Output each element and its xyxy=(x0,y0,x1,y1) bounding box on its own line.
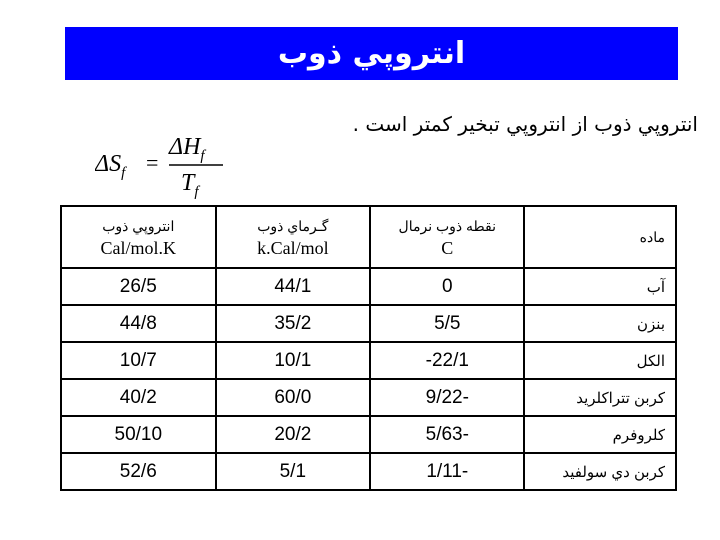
header-heat-fa: گـرماي ذوب xyxy=(257,218,329,234)
table-row xyxy=(61,268,676,305)
table-header-row xyxy=(61,206,676,268)
header-material xyxy=(524,206,676,268)
cell-point: 9/22- xyxy=(370,379,524,416)
cell-point: 5/5 xyxy=(370,305,524,342)
cell-entropy: 50/10 xyxy=(61,416,216,453)
cell-heat: 10/1 xyxy=(216,342,371,379)
formula-lhs: ΔS xyxy=(95,151,122,177)
cell-material: بنزن xyxy=(524,305,676,342)
entropy-formula xyxy=(95,130,235,200)
svg-text:ΔSf xyxy=(95,151,127,181)
header-entropy-fa: انتروپي ذوب xyxy=(102,218,175,234)
cell-heat: 44/1 xyxy=(216,268,371,305)
cell-point: 0 xyxy=(370,268,524,305)
statement-text: انتروپي ذوب از انتروپي تبخير كمتر است . xyxy=(352,112,698,136)
formula-numerator: ΔH xyxy=(169,134,201,160)
cell-material: الكل xyxy=(524,342,676,379)
cell-entropy: 44/8 xyxy=(61,305,216,342)
svg-text:ΔHf xyxy=(168,134,206,164)
header-material-fa: ماده xyxy=(639,229,665,245)
cell-heat: 35/2 xyxy=(216,305,371,342)
header-point-fa: نقطه ذوب نرمال xyxy=(398,218,497,234)
header-entropy-unit: Cal/mol.K xyxy=(100,238,177,258)
header-heat-unit: k.Cal/mol xyxy=(257,238,329,258)
cell-point: -22/1 xyxy=(370,342,524,379)
title-bar xyxy=(65,27,678,80)
header-entropy xyxy=(61,206,216,268)
cell-material: كلروفرم xyxy=(524,416,676,453)
formula-num-sub: f xyxy=(200,148,205,164)
formula-lhs-sub: f xyxy=(121,165,126,181)
header-point xyxy=(370,206,524,268)
cell-heat: 20/2 xyxy=(216,416,371,453)
formula-den-sub: f xyxy=(194,184,199,200)
table-row xyxy=(61,305,676,342)
svg-text:=: = xyxy=(146,150,159,175)
formula-denominator: T xyxy=(181,170,195,196)
table-row xyxy=(61,453,676,490)
cell-entropy: 40/2 xyxy=(61,379,216,416)
melting-entropy-table xyxy=(60,205,677,491)
cell-material: آب xyxy=(524,268,676,305)
header-point-unit: C xyxy=(441,238,454,258)
cell-material: كربن دي سولفيد xyxy=(524,453,676,490)
cell-heat: 60/0 xyxy=(216,379,371,416)
cell-entropy: 26/5 xyxy=(61,268,216,305)
cell-point: 1/11- xyxy=(370,453,524,490)
header-heat xyxy=(216,206,371,268)
table-row xyxy=(61,416,676,453)
cell-entropy: 52/6 xyxy=(61,453,216,490)
table-row xyxy=(61,342,676,379)
cell-heat: 5/1 xyxy=(216,453,371,490)
cell-entropy: 10/7 xyxy=(61,342,216,379)
svg-text:Tf xyxy=(181,170,200,200)
cell-material: كربن تتراكلريد xyxy=(524,379,676,416)
page-title: انتروپي ذوب xyxy=(277,36,466,71)
cell-point: 5/63- xyxy=(370,416,524,453)
table-row xyxy=(61,379,676,416)
